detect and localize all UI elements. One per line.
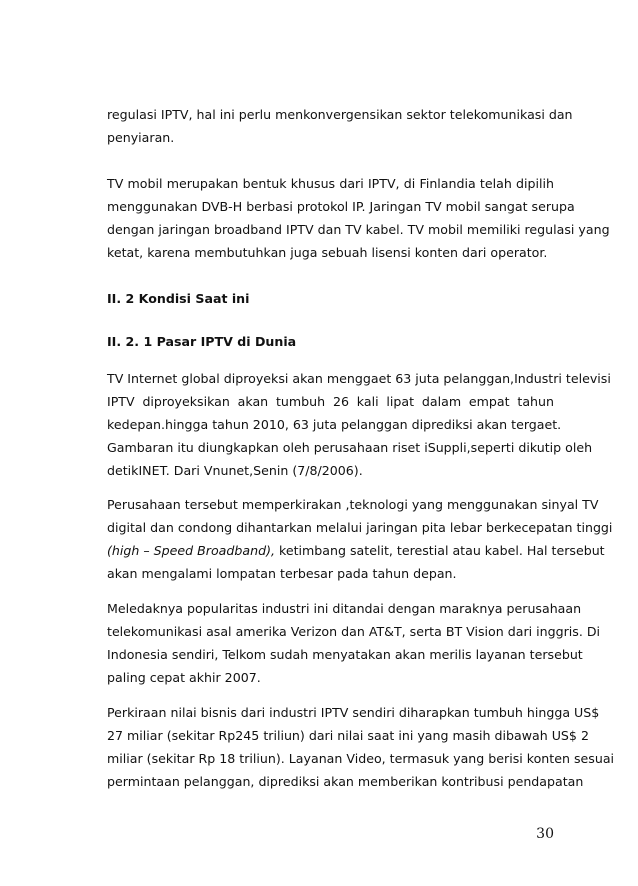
text-line: digital dan condong dihantarkan melalui jaringan pita lebar berkecepatan tinggi [107, 520, 613, 535]
text-line: Gambaran itu diungkapkan oleh perusahaan riset iSuppli,seperti dikutip oleh [107, 440, 593, 455]
text-line: TV Internet global diproyeksi akan menggaet 63 juta pelanggan,Industri televisi [107, 371, 611, 386]
text-line: Perusahaan tersebut memperkirakan ,teknologi yang menggunakan sinyal TV [107, 497, 599, 512]
text-line: Perkiraan nilai bisnis dari industri IPTV sendiri diharapkan tumbuh hingga US$ [107, 705, 600, 720]
text-line: telekomunikasi asal amerika Verizon dan AT&T, serta BT Vision dari inggris. Di [107, 624, 601, 639]
page-number: 30 [536, 826, 554, 842]
text-line: 27 miliar (sekitar Rp245 triliun) dari nilai saat ini yang masih dibawah US$ 2 [107, 728, 589, 743]
section-heading: II. 2. 1 Pasar IPTV di Dunia [107, 334, 297, 349]
text-line: paling cepat akhir 2007. [107, 670, 261, 685]
text-line: miliar (sekitar Rp 18 triliun). Layanan Video, termasuk yang berisi konten sesuai [107, 751, 615, 766]
text-line: kedepan.hingga tahun 2010, 63 juta pelanggan diprediksi akan tergaet. [107, 417, 562, 432]
text-span: ketimbang satelit, terestial atau kabel. Hal tersebut [275, 543, 605, 558]
text-line: menggunakan DVB-H berbasi protokol IP. Jaringan TV mobil sangat serupa [107, 199, 575, 214]
text-line: dengan jaringan broadband IPTV dan TV kabel. TV mobil memiliki regulasi yang [107, 222, 610, 237]
text-line: Indonesia sendiri, Telkom sudah menyatakan akan merilis layanan tersebut [107, 647, 583, 662]
text-line: IPTV diproyeksikan akan tumbuh 26 kali lipat dalam empat tahun [107, 394, 554, 409]
text-line [107, 543, 605, 559]
text-line: penyiaran. [107, 130, 175, 145]
text-line: akan mengalami lompatan terbesar pada tahun depan. [107, 566, 457, 581]
text-line: permintaan pelanggan, diprediksi akan memberikan kontribusi pendapatan [107, 774, 584, 789]
text-line: regulasi IPTV, hal ini perlu menkonvergensikan sektor telekomunikasi dan [107, 107, 573, 122]
text-line: TV mobil merupakan bentuk khusus dari IPTV, di Finlandia telah dipilih [107, 176, 554, 191]
text-line: Meledaknya popularitas industri ini ditandai dengan maraknya perusahaan [107, 601, 582, 616]
section-heading: II. 2 Kondisi Saat ini [107, 291, 250, 306]
italic-phrase: (high – Speed Broadband), [107, 543, 275, 558]
text-line: detikINET. Dari Vnunet,Senin (7/8/2006). [107, 463, 363, 478]
text-line: ketat, karena membutuhkan juga sebuah lisensi konten dari operator. [107, 245, 548, 260]
